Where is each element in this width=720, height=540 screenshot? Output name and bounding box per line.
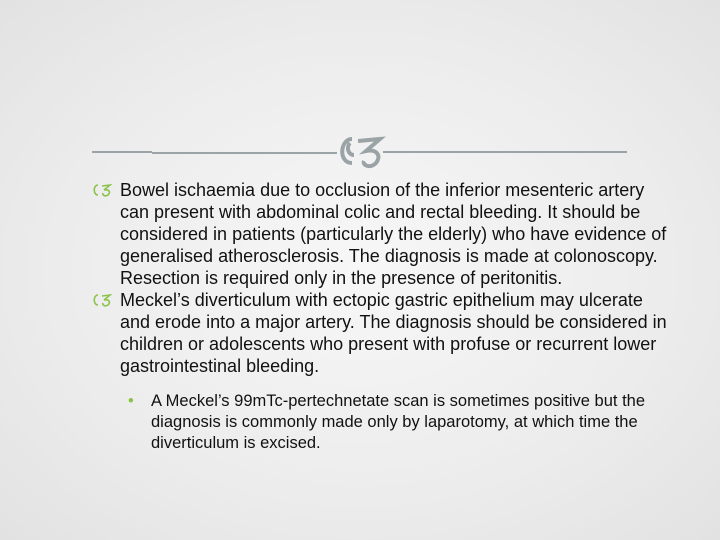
sub-bullet-text: A Meckel’s 99mTc-pertechnetate scan is sometimes positive but the diagnosis is commonly made only by laparotomy, at which time the diverticulum is excised. — [151, 392, 646, 452]
bullet-item — [92, 289, 672, 454]
flourish-bullet-icon — [92, 183, 112, 197]
slide-body — [92, 179, 672, 454]
dot-bullet-icon: • — [128, 392, 134, 410]
bullet-text: Bowel ischaemia due to occlusion of the inferior mesenteric artery can present with abdominal colic and rectal bleeding. It should be considered in patients (particularly the elderly) who have evidence of generalised atherosclerosis. The diagnosis is made at colonoscopy. Resection is required only in the presence of peritonitis. — [120, 180, 667, 288]
sub-bullet-item — [120, 391, 672, 454]
title-divider-left-b — [152, 152, 337, 154]
title-divider-right — [383, 151, 627, 153]
bullet-text: Meckel’s diverticulum with ectopic gastric epithelium may ulcerate and erode into a major artery. The diagnosis should be considered in children or adolescents who present with profuse or recurrent lower gastrointestinal bleeding. — [120, 290, 667, 376]
flourish-icon — [336, 133, 386, 169]
title-divider-left-a — [92, 151, 152, 153]
flourish-bullet-icon — [92, 293, 112, 307]
bullet-item — [92, 179, 672, 289]
